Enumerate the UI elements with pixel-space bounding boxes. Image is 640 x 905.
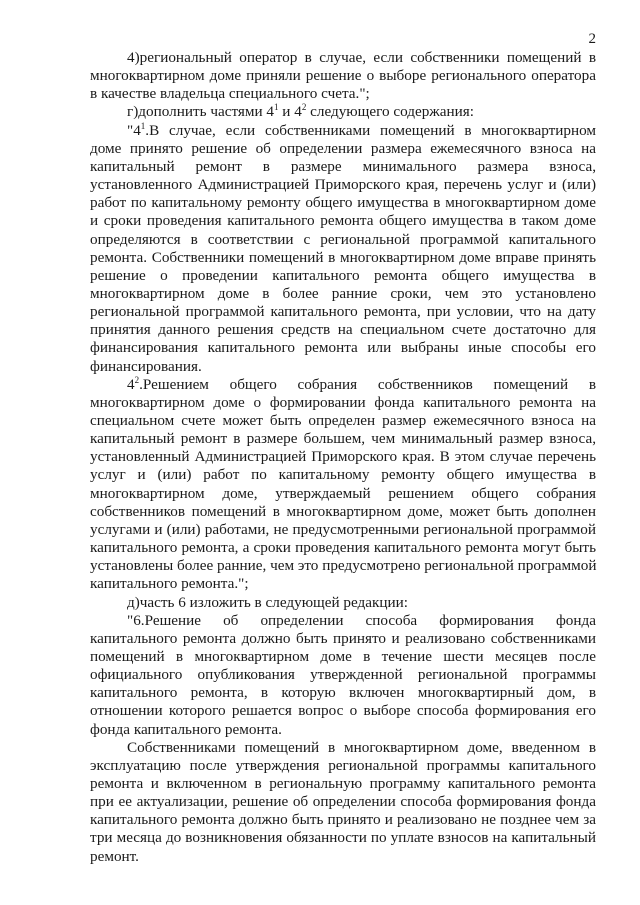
- text-line: 4)региональный оператор в случае, если собственники помещений в: [127, 49, 596, 66]
- text-line: капитального ремонта, а сроки проведения капитального ремонта могут быть: [90, 539, 596, 557]
- text-line: фонда капитального ремонта.: [90, 720, 282, 738]
- text-line: три месяца до возникновения обязанности по уплате взносов на капитальный: [90, 829, 596, 847]
- text-line: многоквартирном доме, утверждаемый решением общего собрания: [90, 484, 596, 502]
- text-span: 4: [127, 375, 135, 393]
- text-line: специальном счете может быть определен размер ежемесячного взноса на: [90, 412, 596, 429]
- superscript: 2: [134, 374, 140, 385]
- text-span: следующего содержания:: [306, 103, 474, 121]
- text-line: "6.Решение об определении способа формирования фонда: [127, 611, 596, 629]
- text-line: принятия данного решения средств на специальном счете достаточно для: [90, 321, 596, 339]
- text-line: услуг и (или) работ по капитальному ремонту общего имущества в: [90, 466, 596, 484]
- text-span: .В случае, если собственниками помещений в многоквартирном: [145, 121, 596, 139]
- text-line: капитальный ремонт в размере большем, чем минимальный размер взноса,: [90, 430, 596, 448]
- text-line: отношении которого решается вопрос о выборе способа формирования его: [90, 702, 596, 720]
- text-line: финансирования капитального ремонта или выбраны иные способы его: [90, 339, 596, 357]
- text-line: работ по капитальному ремонту общего имущества в многоквартирном доме: [90, 194, 596, 212]
- text-line: капитального ремонта.";: [90, 575, 249, 593]
- text-line: ремонт.: [90, 847, 139, 865]
- page-number: 2: [588, 31, 596, 47]
- text-line: капитальный ремонт в размере минимального размера взноса,: [90, 157, 596, 175]
- text-line: услугами и (или) работами, не предусмотренными региональной программой: [90, 520, 596, 538]
- text-line: установлены более ранние, чем это предусмотрено региональной программой: [90, 557, 597, 575]
- text-line: капитального ремонта должно быть принято и реализовано собственниками: [90, 629, 596, 647]
- text-line: многоквартирном доме о формировании фонда капитального ремонта на: [90, 393, 596, 411]
- text-span: и 4: [278, 103, 302, 121]
- text-line: [127, 122, 596, 140]
- superscript: 1: [274, 102, 279, 113]
- text-line: капитального ремонта должно быть принято и реализовано не позднее чем за: [90, 811, 596, 829]
- text-line: региональной программой капитального ремонта, при условии, что на дату: [90, 303, 596, 321]
- text-line: помещений в многоквартирном доме в течение шести месяцев после: [90, 647, 596, 665]
- superscript: 1: [140, 120, 146, 131]
- text-line: эксплуатацию после утверждения региональной программы капитального: [90, 756, 596, 774]
- text-line: доме принято решение об определении размера ежемесячного взноса на: [90, 139, 596, 157]
- text-line: при ее актуализации, решение об определении способа формирования фонда: [90, 793, 596, 811]
- superscript: 2: [301, 102, 307, 113]
- text-line: установленного Администрацией Приморского края, перечень услуг и (или): [90, 176, 596, 194]
- text-line: [127, 376, 596, 394]
- text-line: в качестве владельца специального счета.";: [90, 85, 370, 103]
- text-line: установленный Администрацией Приморского края. В этом случае перечень: [90, 448, 596, 466]
- text-span: "4: [127, 121, 141, 139]
- text-span: г)дополнить частями 4: [127, 103, 274, 121]
- text-line: официального опубликования утвержденной региональной программы: [90, 666, 596, 684]
- text-line: многоквартирном доме в более ранние сроки, чем это установлено: [90, 284, 596, 302]
- text-line: многоквартирном доме приняли решение о выборе регионального оператора: [90, 67, 596, 85]
- text-line: финансирования.: [90, 357, 202, 375]
- text-line: ремонта. Собственники помещений в многоквартирном доме вправе принять: [90, 248, 596, 266]
- text-line: д)часть 6 изложить в следующей редакции:: [127, 593, 408, 611]
- text-line: капитального ремонта, в которую включен многоквартирный дом, в: [90, 684, 596, 702]
- text-span: .Решением общего собрания собственников помещений в: [139, 375, 596, 393]
- text-line: собственников помещений в многоквартирном доме, может быть дополнен: [90, 502, 596, 520]
- text-line: Собственниками помещений в многоквартирном доме, введенном в: [127, 738, 596, 756]
- text-line: ремонта и включенном в региональную программу капитального ремонта: [90, 775, 596, 792]
- text-line: [127, 103, 596, 121]
- text-line: и сроки проведения капитального ремонта общего имущества в таком доме: [90, 212, 596, 230]
- text-line: решение о проведении капитального ремонта общего имущества в: [90, 266, 596, 284]
- text-line: определяются в соответствии с региональной программой капитального: [90, 230, 596, 248]
